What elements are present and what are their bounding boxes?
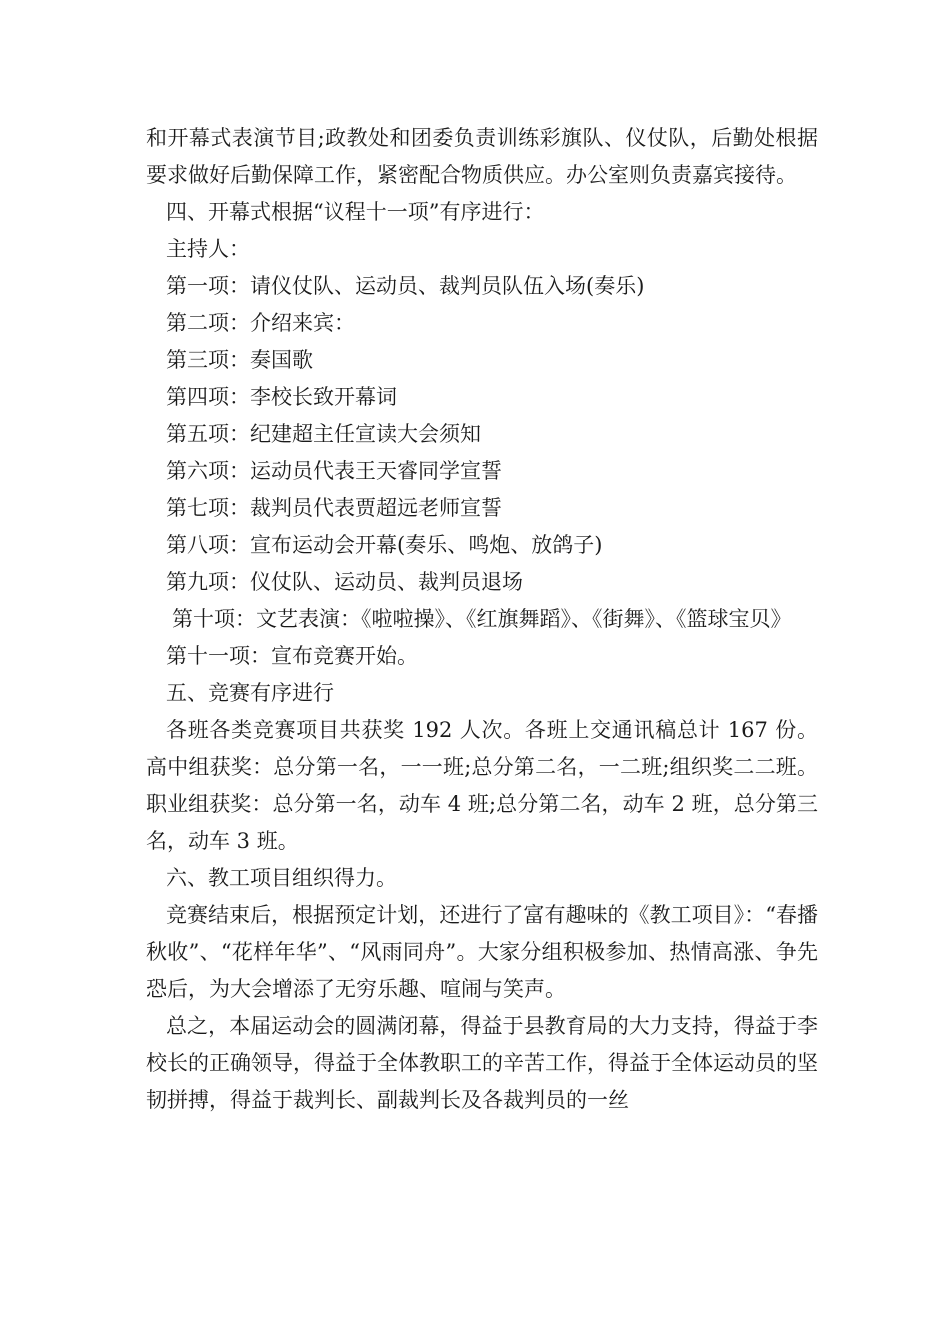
agenda-item-7: 第七项：裁判员代表贾超远老师宣誓	[166, 496, 502, 520]
paragraph-logistics: 和开幕式表演节目;政教处和团委负责训练彩旗队、仪仗队，后勤处根据要求做好后勤保障工作，紧密配合物质供应。办公室则负责嘉宾接待。	[146, 126, 818, 187]
heading-competition: 五、竞赛有序进行	[166, 681, 334, 705]
agenda-item-4: 第四项：李校长致开幕词	[166, 385, 397, 409]
agenda-item-3: 第三项：奏国歌	[166, 348, 313, 372]
heading-staff-events: 六、教工项目组织得力。	[166, 866, 397, 890]
agenda-host: 主持人：	[166, 237, 250, 261]
agenda-item-6: 第六项：运动员代表王天睿同学宣誓	[166, 459, 502, 483]
paragraph-awards: 各班各类竞赛项目共获奖 192 人次。各班上交通讯稿总计 167 份。高中组获奖：总分第一名，一一班;总分第二名，一二班;组织奖二二班。职业组获奖：总分第一名，动车 4 班;总分第二名，动车 2 班，总分第三名，动车 3 班。	[146, 718, 818, 853]
agenda-item-8: 第八项：宣布运动会开幕(奏乐、鸣炮、放鸽子)	[166, 533, 603, 557]
document-body	[146, 120, 818, 1119]
agenda-item-5: 第五项：纪建超主任宣读大会须知	[166, 422, 481, 446]
agenda-item-2: 第二项：介绍来宾：	[166, 311, 355, 335]
agenda-item-11: 第十一项：宣布竞赛开始。	[166, 644, 418, 668]
heading-opening-agenda: 四、开幕式根据“议程十一项”有序进行：	[166, 200, 545, 224]
agenda-item-1: 第一项：请仪仗队、运动员、裁判员队伍入场(奏乐)	[166, 274, 645, 298]
paragraph-summary: 总之，本届运动会的圆满闭幕，得益于县教育局的大力支持，得益于李校长的正确领导，得益于全体教职工的辛苦工作，得益于全体运动员的坚韧拼搏，得益于裁判长、副裁判长及各裁判员的一丝	[146, 1014, 818, 1112]
paragraph-staff-events: 竞赛结束后，根据预定计划，还进行了富有趣味的《教工项目》：“春播秋收”、“花样年华”、“风雨同舟”。大家分组积极参加、热情高涨、争先恐后，为大会增添了无穷乐趣、喧闹与笑声。	[146, 903, 818, 1001]
agenda-item-9: 第九项：仪仗队、运动员、裁判员退场	[166, 570, 523, 594]
agenda-item-10: 第十项：文艺表演：《啦啦操》、《红旗舞蹈》、《街舞》、《篮球宝贝》	[172, 607, 792, 631]
